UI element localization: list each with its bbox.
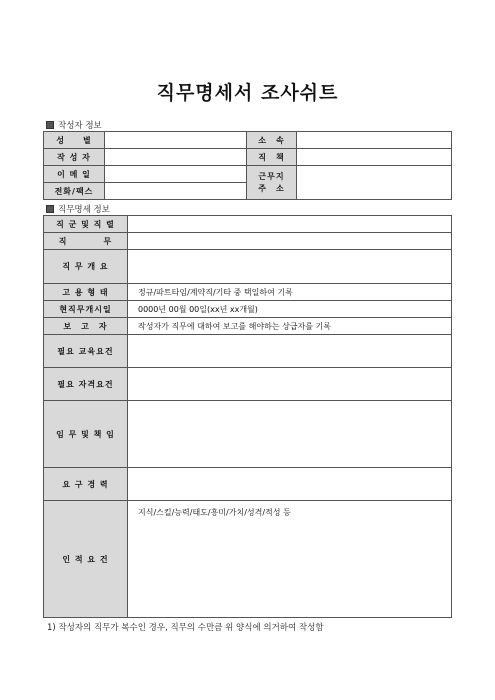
job-family-label: 직 군 및 직 렬 [44,216,128,233]
job-start-date-label: 현직무개시일 [44,301,128,318]
qualification-req-label: 필요 자격요건 [44,368,128,401]
job-section-label [46,203,110,215]
job-section-label-text: 직무명세 정보 [58,205,110,215]
job-start-date-field[interactable]: 0000년 00월 00일(xx년 xx개월) [128,301,452,318]
experience-req-label: 요 구 경 력 [44,468,128,501]
author-info-table [43,131,452,200]
duties-label: 임 무 및 책 임 [44,401,128,468]
job-field[interactable] [128,233,452,250]
job-spec-table [43,215,452,618]
author-field[interactable] [105,149,247,166]
education-req-field[interactable] [128,335,452,368]
phone-fax-field[interactable] [105,183,247,200]
personal-req-field[interactable]: 지식/스킬/능력/태도/흥미/가치/성격/적성 등 [128,501,452,618]
reports-to-field[interactable]: 작성자가 직무에 대하여 보고를 해야하는 상급자를 기록 [128,318,452,335]
job-summary-label: 직 무 개 요 [44,250,128,284]
duties-field[interactable] [128,401,452,468]
work-location-field[interactable] [297,166,452,200]
square-bullet-icon [46,205,54,213]
employment-type-field[interactable]: 정규/파트타임/계약직/기타 중 택일하여 기록 [128,284,452,301]
reports-to-label: 보 고 자 [44,318,128,335]
experience-req-field[interactable] [128,468,452,501]
author-section-label-text: 작성자 정보 [58,121,102,131]
work-location-label-line1: 근무지 [258,171,285,181]
square-bullet-icon [46,121,54,129]
job-summary-field[interactable] [128,250,452,284]
qualification-req-field[interactable] [128,368,452,401]
gender-label: 성 별 [44,132,105,149]
work-location-label [247,166,297,200]
education-req-label: 필요 교육요건 [44,335,128,368]
job-label: 직 무 [44,233,128,250]
position-field[interactable] [297,149,452,166]
affiliation-label: 소 속 [247,132,297,149]
author-section-label [46,119,102,131]
personal-req-label: 인 적 요 건 [44,501,128,618]
phone-fax-label: 전화/팩스 [44,183,105,200]
email-field[interactable] [105,166,247,183]
footnote: 1) 작성자의 직무가 복수인 경우, 직무의 수만큼 위 양식에 의거하여 작성함 [47,623,324,633]
author-label: 작 성 자 [44,149,105,166]
document-title: 직무명세서 조사쉬트 [156,82,339,104]
employment-type-label: 고 용 형 태 [44,284,128,301]
gender-field[interactable] [105,132,247,149]
job-family-field[interactable] [128,216,452,233]
work-location-label-line2: 주 소 [258,183,285,193]
position-label: 직 책 [247,149,297,166]
email-label: 이 메 일 [44,166,105,183]
affiliation-field[interactable] [297,132,452,149]
